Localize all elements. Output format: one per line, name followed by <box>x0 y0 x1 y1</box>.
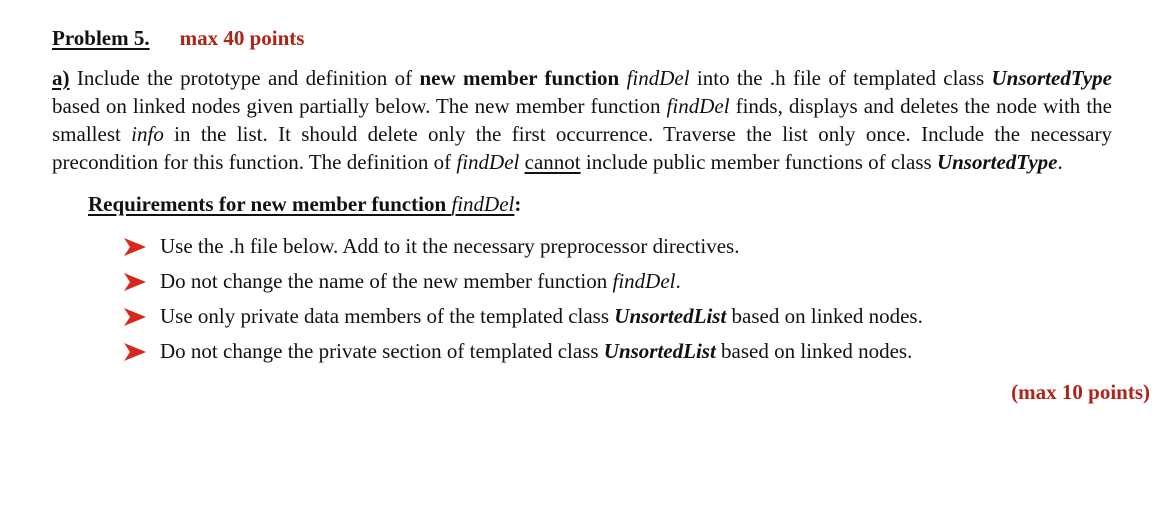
findDel-term-1: findDel <box>626 66 690 90</box>
part-a-text-1: Include the prototype and definition of <box>69 66 420 90</box>
problem-document <box>52 24 1112 372</box>
problem-heading <box>52 24 1112 52</box>
requirements-list <box>52 232 1112 372</box>
info-term: info <box>131 122 164 146</box>
arrow-bullet-icon <box>122 271 148 293</box>
max-points: max 40 points <box>179 26 305 50</box>
arrow-bullet-icon <box>122 341 148 363</box>
part-a-space-1 <box>619 66 626 90</box>
requirement-text: Do not change the name of the new member function <box>160 269 613 293</box>
new-member-function-text: new member function <box>419 66 620 90</box>
unsorted-list-term: UnsortedList <box>603 339 716 363</box>
findDel-term-2: findDel <box>666 94 730 118</box>
arrow-bullet-icon <box>122 306 148 328</box>
requirement-text-end: . <box>675 269 681 293</box>
findDel-term: findDel <box>612 269 676 293</box>
part-a-label: a) <box>52 66 70 90</box>
requirements-title-fn: findDel <box>451 192 515 216</box>
findDel-term-3: findDel <box>456 150 520 174</box>
requirement-text: Use the .h file below. Add to it the necessary preprocessor directives. <box>160 234 740 258</box>
requirement-text: Do not change the private section of templated class <box>160 339 604 363</box>
requirements-title-colon: : <box>514 192 522 216</box>
requirement-item-3 <box>122 302 1112 337</box>
requirement-text: Use only private data members of the templated class <box>160 304 615 328</box>
part-a-text-3: based on linked nodes given partially below. The new member function <box>52 94 667 118</box>
cannot-term: cannot <box>524 150 581 174</box>
subpart-max-points: (max 10 points) <box>1011 380 1150 404</box>
arrow-bullet-icon <box>122 236 148 258</box>
unsorted-type-term-1: UnsortedType <box>991 66 1113 90</box>
requirement-item-2 <box>122 267 1112 302</box>
unsorted-list-term: UnsortedList <box>614 304 727 328</box>
problem-number: Problem 5. <box>52 26 150 50</box>
requirement-item-4 <box>122 337 1112 372</box>
requirements-title <box>88 190 1112 218</box>
requirement-text-end: based on linked nodes. <box>726 304 923 328</box>
requirement-text-end: based on linked nodes. <box>715 339 913 363</box>
part-a-text-7: . <box>1057 150 1063 174</box>
part-a-text-2: into the .h file of templated class <box>689 66 992 90</box>
part-a-text-5: in the list. It should delete only the first occurrence. Traverse the list only once. Include the necessary precondition for this function. The definition of <box>52 122 1112 174</box>
requirement-item-1 <box>122 232 1112 267</box>
part-a-text-6: include public member functions of class <box>580 150 937 174</box>
part-a-paragraph <box>52 64 1112 176</box>
unsorted-type-term-2: UnsortedType <box>936 150 1058 174</box>
requirements-title-text: Requirements for new member function <box>88 192 447 216</box>
part-a-text-4: finds, displays and deletes the node with the smallest <box>52 94 1112 146</box>
